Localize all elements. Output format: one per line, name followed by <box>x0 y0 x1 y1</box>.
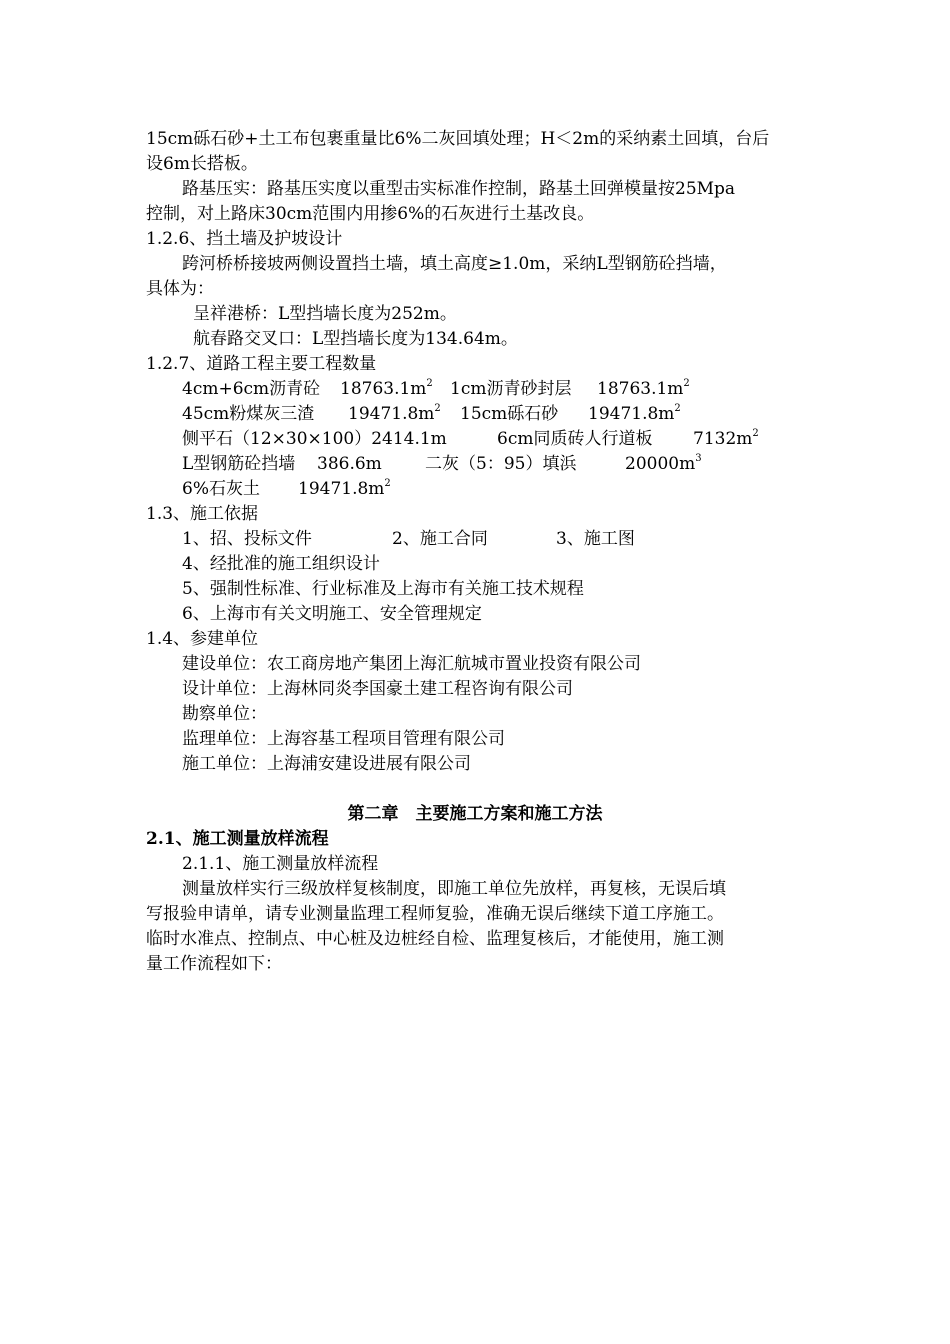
section-heading: 1.4、参建单位 <box>146 629 259 649</box>
quantity-value: $19471.8m^2$ <box>588 403 681 424</box>
quantity-value: $19471.8m^2$ <box>298 478 391 499</box>
quantity-item: 二灰（5：95）填浜 <box>425 454 577 474</box>
quantity-item: 4cm+6cm沥青砼 <box>182 379 321 399</box>
paragraph-line: 设6m长搭板。 <box>146 154 258 174</box>
quantity-value: $7132m^2$ <box>693 428 759 449</box>
unit-line: 施工单位：上海浦安建设进展有限公司 <box>182 754 471 774</box>
unit-line: 勘察单位： <box>182 704 267 724</box>
chapter-title: 第二章 主要施工方案和施工方法 <box>347 804 603 824</box>
unit-line: 建设单位：农工商房地产集团上海汇航城市置业投资有限公司 <box>182 654 641 674</box>
paragraph-line: 航春路交叉口：L型挡墙长度为134.64m。 <box>193 329 518 349</box>
subsection-heading: 2.1.1、施工测量放样流程 <box>182 854 379 874</box>
section-heading: 1.2.7、道路工程主要工程数量 <box>146 354 377 374</box>
unit-line: 监理单位：上海容基工程项目管理有限公司 <box>182 729 505 749</box>
unit-line: 设计单位：上海林同炎李国豪土建工程咨询有限公司 <box>182 679 573 699</box>
paragraph-line: 路基压实：路基压实度以重型击实标准作控制，路基土回弹模量按25Mpa <box>182 179 736 199</box>
paragraph-line: 临时水准点、控制点、中心桩及边桩经自检、监理复核后，才能使用，施工测 <box>146 929 724 949</box>
basis-item: 4、经批准的施工组织设计 <box>182 554 380 574</box>
section-heading: 1.3、施工依据 <box>146 504 259 524</box>
basis-item: 3、施工图 <box>556 529 635 549</box>
quantity-value: $18763.1m^2$ <box>597 378 690 399</box>
quantity-value: $18763.1m^2$ <box>340 378 433 399</box>
basis-item: 6、上海市有关文明施工、安全管理规定 <box>182 604 482 624</box>
quantity-value: $20000m^3$ <box>625 453 702 474</box>
basis-item: 1、招、投标文件 <box>182 529 312 549</box>
paragraph-line: 测量放样实行三级放样复核制度，即施工单位先放样，再复核，无误后填 <box>182 879 726 899</box>
quantity-item: 45cm粉煤灰三渣 <box>182 404 315 424</box>
quantity-item: 15cm砾石砂 <box>460 404 559 424</box>
quantity-item: 6cm同质砖人行道板 <box>497 429 653 449</box>
quantity-value: 386.6m <box>317 454 382 474</box>
quantity-item: 侧平石（12×30×100）2414.1m <box>182 429 447 449</box>
quantity-item: 6%石灰土 <box>182 479 260 499</box>
quantity-item: L型钢筋砼挡墙 <box>182 454 296 474</box>
section-heading: 1.2.6、挡土墙及护坡设计 <box>146 229 343 249</box>
section-heading: 2.1、施工测量放样流程 <box>146 829 329 849</box>
paragraph-line: 呈祥港桥：L型挡墙长度为252m。 <box>193 304 457 324</box>
quantity-value: $19471.8m^2$ <box>348 403 441 424</box>
paragraph-line: 量工作流程如下： <box>146 954 282 974</box>
paragraph-line: 跨河桥桥接坡两侧设置挡土墙，填土高度≥1.0m，采纳L型钢筋砼挡墙， <box>182 254 727 274</box>
paragraph-line: 写报验申请单，请专业测量监理工程师复验，准确无误后继续下道工序施工。 <box>146 904 724 924</box>
paragraph-line: 15cm砾石砂+土工布包裹重量比6%二灰回填处理；H＜2m的采纳素土回填，台后 <box>146 129 770 149</box>
quantity-item: 1cm沥青砂封层 <box>450 379 572 399</box>
paragraph-line: 控制，对上路床30cm范围内用掺6%的石灰进行土基改良。 <box>146 204 595 224</box>
basis-item: 5、强制性标准、行业标准及上海市有关施工技术规程 <box>182 579 584 599</box>
basis-item: 2、施工合同 <box>392 529 488 549</box>
paragraph-line: 具体为： <box>146 279 214 299</box>
